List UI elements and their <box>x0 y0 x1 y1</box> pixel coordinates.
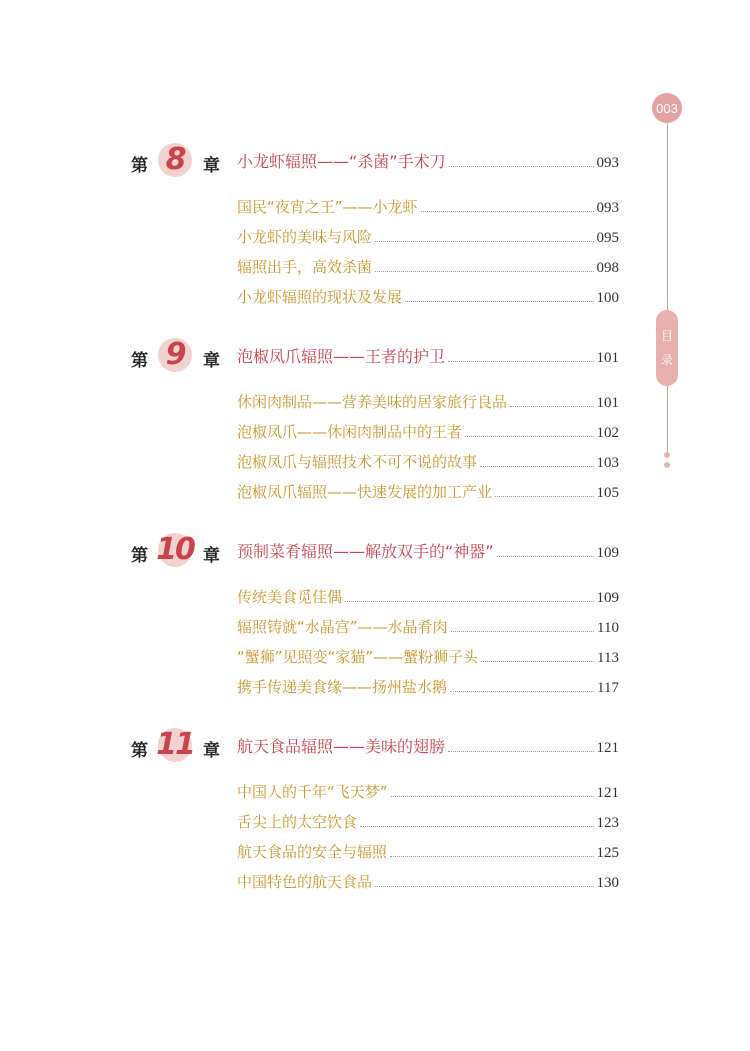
toc-section-entry[interactable] <box>237 195 619 217</box>
chapter-prefix: 第 <box>131 741 148 761</box>
page-ref: 110 <box>597 620 619 636</box>
leader-dots <box>448 751 593 752</box>
page-ref: 098 <box>596 260 619 276</box>
section-title: 国民“夜宵之王”——小龙虾 <box>237 198 418 216</box>
leader-dots <box>375 241 593 242</box>
page-ref: 105 <box>596 485 619 501</box>
leader-dots <box>375 886 593 887</box>
chapter-suffix: 章 <box>203 156 220 176</box>
toc-section-entry[interactable] <box>237 870 619 892</box>
page-ref: 121 <box>596 785 619 801</box>
page-ref: 102 <box>596 425 619 441</box>
leader-dots <box>481 661 594 662</box>
section-title: 携手传递美食缘——扬州盐水鹅 <box>237 678 448 696</box>
section-title: 辐照铸就“水晶宫”——水晶肴肉 <box>237 618 448 636</box>
chapter-prefix: 第 <box>131 546 148 566</box>
toc-section-entry[interactable] <box>237 480 619 502</box>
leader-dots <box>495 496 593 497</box>
leader-dots <box>510 406 593 407</box>
page-ref: 109 <box>596 590 619 606</box>
toc-section-entry[interactable] <box>237 390 619 412</box>
section-title: 舌尖上的太空饮食 <box>237 813 358 831</box>
toc-section-entry[interactable] <box>237 420 619 442</box>
leader-dots <box>449 166 594 167</box>
toc-section-entry[interactable] <box>237 810 619 832</box>
page-ref: 121 <box>596 740 619 756</box>
toc-section-entry[interactable] <box>237 780 619 802</box>
section-title: 中国特色的航天食品 <box>237 873 373 891</box>
side-divider-bottom <box>667 386 668 452</box>
section-title: 小龙虾的美味与风险 <box>237 228 373 246</box>
leader-dots <box>405 301 593 302</box>
chapter-prefix: 第 <box>131 156 148 176</box>
chapter-suffix: 章 <box>203 351 220 371</box>
page-ref: 130 <box>596 875 619 891</box>
leader-dots <box>375 271 593 272</box>
section-title: 辐照出手，高效杀菌 <box>237 258 373 276</box>
side-tab-char-2: 录 <box>660 353 673 367</box>
page-ref: 101 <box>596 395 619 411</box>
side-divider-top <box>667 123 668 310</box>
chapter-title: 泡椒凤爪辐照——王者的护卫 <box>237 347 446 366</box>
toc-section-entry[interactable] <box>237 840 619 862</box>
toc-section-entry[interactable] <box>237 675 619 697</box>
leader-dots <box>448 361 593 362</box>
page-ref: 123 <box>596 815 619 831</box>
toc-section-entry[interactable] <box>237 225 619 247</box>
page-number-badge: 003 <box>652 93 682 123</box>
leader-dots <box>390 856 593 857</box>
chapter-prefix: 第 <box>131 351 148 371</box>
section-title: 小龙虾辐照的现状及发展 <box>237 288 403 306</box>
toc-chapter-entry[interactable] <box>237 540 619 562</box>
leader-dots <box>497 556 594 557</box>
page-ref: 101 <box>596 350 619 366</box>
toc-section-entry[interactable] <box>237 285 619 307</box>
toc-section-entry[interactable] <box>237 450 619 472</box>
page-ref: 117 <box>597 680 619 696</box>
section-title: 中国人的千年“飞天梦” <box>237 783 388 801</box>
leader-dots <box>421 211 594 212</box>
section-title: 泡椒凤爪——休闲肉制品中的王者 <box>237 423 463 441</box>
section-title: 休闲肉制品——营养美味的居家旅行良品 <box>237 393 508 411</box>
page-ref: 095 <box>596 230 619 246</box>
toc-section-entry[interactable] <box>237 615 619 637</box>
page-ref: 093 <box>596 155 619 171</box>
section-title: 航天食品的安全与辐照 <box>237 843 388 861</box>
section-title: 泡椒凤爪辐照——快速发展的加工产业 <box>237 483 493 501</box>
chapter-title: 航天食品辐照——美味的翅膀 <box>237 737 446 756</box>
chapter-number: 9 <box>165 337 185 372</box>
chapter-suffix: 章 <box>203 546 220 566</box>
chapter-number: 8 <box>165 142 185 177</box>
toc-chapter-entry[interactable] <box>237 150 619 172</box>
toc-chapter-entry[interactable] <box>237 345 619 367</box>
page-ref: 109 <box>596 545 619 561</box>
decorative-dot <box>664 452 670 458</box>
leader-dots <box>345 601 593 602</box>
toc-section-entry[interactable] <box>237 645 619 667</box>
leader-dots <box>450 691 594 692</box>
chapter-title: 小龙虾辐照——“杀菌”手术刀 <box>237 152 446 171</box>
page-ref: 113 <box>597 650 619 666</box>
chapter-suffix: 章 <box>203 741 220 761</box>
leader-dots <box>480 466 593 467</box>
toc-section-entry[interactable] <box>237 255 619 277</box>
toc-section-entry[interactable] <box>237 585 619 607</box>
leader-dots <box>451 631 595 632</box>
toc-side-tab <box>656 310 678 386</box>
side-tab-char-1: 目 <box>660 329 673 343</box>
chapter-number: 10 <box>156 532 194 567</box>
page-ref: 093 <box>596 200 619 216</box>
leader-dots <box>465 436 593 437</box>
page-ref: 103 <box>596 455 619 471</box>
chapter-number: 11 <box>156 727 194 762</box>
leader-dots <box>391 796 594 797</box>
decorative-dot <box>664 462 670 468</box>
page-ref: 100 <box>596 290 619 306</box>
toc-chapter-entry[interactable] <box>237 735 619 757</box>
section-title: 泡椒凤爪与辐照技术不可不说的故事 <box>237 453 478 471</box>
page-ref: 125 <box>596 845 619 861</box>
section-title: “蟹狮”见照变“家猫”——蟹粉狮子头 <box>237 648 479 666</box>
chapter-title: 预制菜肴辐照——解放双手的“神器” <box>237 542 494 561</box>
leader-dots <box>360 826 593 827</box>
section-title: 传统美食觅佳偶 <box>237 588 343 606</box>
